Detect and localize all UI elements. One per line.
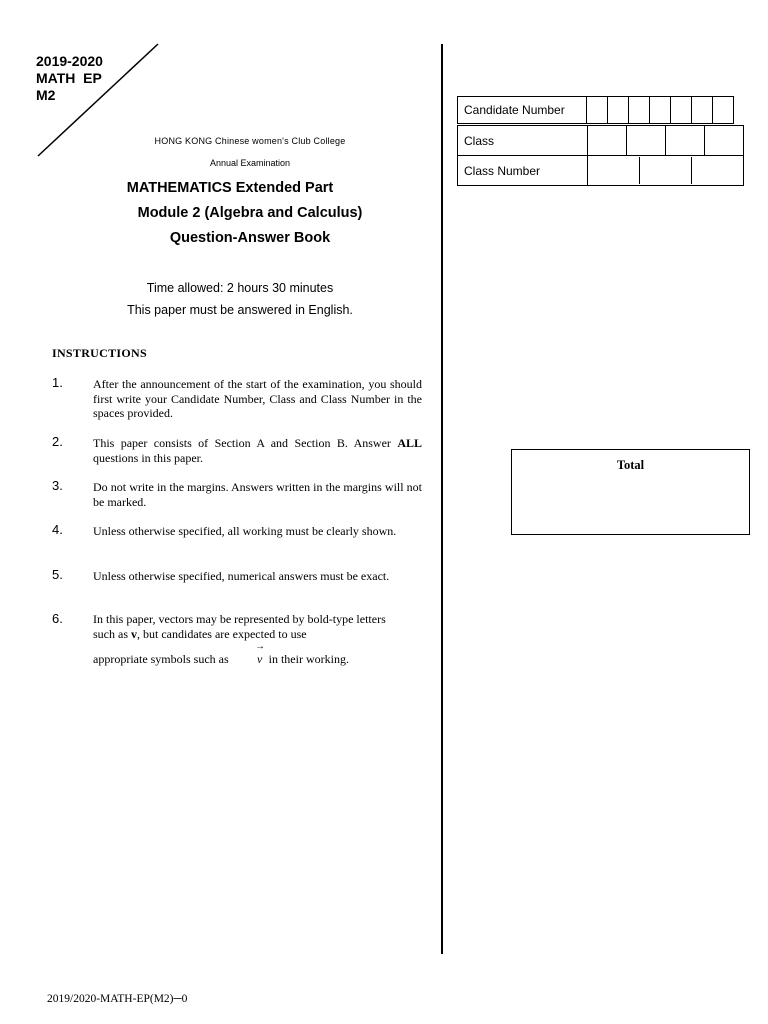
class-box[interactable]: [705, 126, 744, 156]
class-number-box[interactable]: [692, 157, 743, 184]
page-divider: [441, 44, 443, 954]
instruction-text: After the announcement of the start of the examination, you should first write your Candidate Number, Class and Class Number in the spaces provided.: [93, 377, 422, 420]
instruction-text-emphasis: ALL: [397, 436, 422, 450]
paper-title: MATHEMATICS Extended Part: [126, 180, 334, 196]
instruction-number: 2.: [52, 434, 63, 449]
instruction-text: Do not write in the margins. Answers written in the margins will not be marked.: [93, 480, 422, 509]
candidate-number-box[interactable]: [629, 97, 650, 124]
candidate-number-box[interactable]: [713, 97, 734, 124]
candidate-number-box[interactable]: [671, 97, 692, 124]
vector-arrow-symbol: →: [255, 641, 265, 652]
instruction-text: [93, 612, 393, 641]
school-name: HONG KONG Chinese women's Club College: [154, 136, 346, 146]
time-allowed: Time allowed: 2 hours 30 minutes: [146, 281, 334, 295]
candidate-number-box[interactable]: [587, 97, 608, 124]
instruction-number: 5.: [52, 567, 63, 582]
instruction-number: 4.: [52, 522, 63, 537]
language-note: This paper must be answered in English.: [127, 303, 353, 317]
instruction-number: 6.: [52, 611, 63, 626]
instruction-number: 1.: [52, 375, 63, 390]
instruction-text-part: In this paper, vectors may be represented by bold-type letters such as: [93, 612, 386, 641]
instruction-text-part: appropriate symbols such as: [93, 652, 229, 666]
instruction-text-part: in their working.: [268, 652, 349, 666]
class-row: [458, 126, 744, 156]
exam-name: Annual Examination: [209, 158, 291, 168]
corner-code-module: M2: [36, 87, 56, 103]
book-title: Question-Answer Book: [169, 230, 331, 246]
corner-code-year: 2019-2020: [36, 53, 103, 69]
instruction-text-line2: [93, 652, 433, 667]
instruction-text: Unless otherwise specified, numerical answers must be exact.: [93, 569, 390, 583]
class-number-box[interactable]: [640, 157, 692, 184]
vector-v-symbol: v: [257, 652, 263, 666]
instruction-text-part: This paper consists of Section A and Section B. Answer: [93, 436, 398, 450]
class-box[interactable]: [627, 126, 666, 156]
instruction-text: [93, 436, 422, 465]
corner-code-subject: MATH EP: [36, 70, 102, 86]
total-label: Total: [616, 458, 645, 472]
candidate-number-box[interactable]: [650, 97, 671, 124]
total-box[interactable]: [511, 449, 750, 535]
class-number-row: [458, 156, 744, 186]
class-box[interactable]: [666, 126, 705, 156]
candidate-number-row: [458, 97, 734, 124]
instructions-heading: INSTRUCTIONS: [52, 346, 147, 360]
instruction-text: Unless otherwise specified, all working must be clearly shown.: [93, 524, 397, 538]
class-table: [457, 125, 744, 186]
class-label: Class: [458, 126, 588, 156]
page-footer: 2019/2020-MATH-EP(M2)─0: [47, 993, 188, 1005]
candidate-number-label: Candidate Number: [458, 97, 587, 124]
instruction-number: 3.: [52, 478, 63, 493]
candidate-info-table: [457, 96, 734, 124]
class-number-label: Class Number: [458, 156, 588, 186]
instruction-text-emphasis: v: [131, 626, 137, 641]
class-number-boxes: [588, 156, 744, 186]
class-number-box[interactable]: [588, 157, 640, 184]
class-box[interactable]: [588, 126, 627, 156]
instruction-text-part: questions in this paper.: [93, 450, 203, 465]
candidate-number-box[interactable]: [692, 97, 713, 124]
module-title: Module 2 (Algebra and Calculus): [137, 205, 363, 221]
candidate-number-box[interactable]: [608, 97, 629, 124]
instruction-text-part: , but candidates are expected to use: [137, 626, 307, 641]
